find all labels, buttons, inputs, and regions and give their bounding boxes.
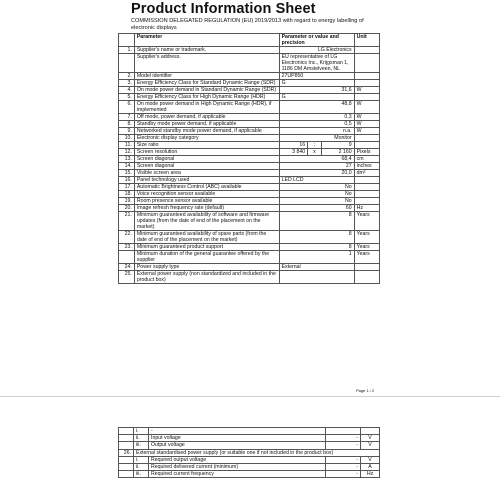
value-cell: 31,6 bbox=[279, 87, 354, 94]
row-number: 5. bbox=[119, 94, 135, 101]
table-row bbox=[119, 94, 380, 101]
row-number: 12. bbox=[119, 149, 135, 156]
table-row bbox=[119, 428, 380, 435]
parameter-cell: Output voltage bbox=[149, 442, 326, 449]
unit-cell: Years bbox=[354, 231, 379, 244]
unit-cell: V bbox=[361, 456, 380, 463]
value-cell: Monitor bbox=[279, 135, 354, 142]
roman-index: ii. bbox=[134, 464, 149, 471]
roman-index: iii. bbox=[134, 442, 149, 449]
unit-cell: Years bbox=[354, 251, 379, 264]
unit-cell bbox=[354, 191, 379, 198]
power-supply-table bbox=[118, 427, 380, 478]
value-cell: LED LCD bbox=[279, 177, 354, 184]
parameter-cell: Room presence sensor available bbox=[134, 198, 279, 205]
value-cell: 8 bbox=[279, 231, 354, 244]
value-cell: 0,5 bbox=[279, 121, 354, 128]
value-cell: 68,4 bbox=[279, 156, 354, 163]
value-cell: n.a. bbox=[279, 128, 354, 135]
parameter-cell: Panel technology used bbox=[134, 177, 279, 184]
resolution-a: 3 840 bbox=[279, 149, 308, 156]
row-number: 3. bbox=[119, 80, 135, 87]
value-cell: No bbox=[279, 198, 354, 205]
parameter-cell: Required output voltage bbox=[149, 456, 326, 463]
row-number bbox=[119, 428, 134, 435]
table-row bbox=[119, 128, 380, 135]
parameter-cell: Power supply type bbox=[134, 264, 279, 271]
parameter-cell: Input voltage bbox=[149, 435, 326, 442]
value-cell: 8 bbox=[279, 244, 354, 251]
row-number: 22. bbox=[119, 231, 135, 244]
parameter-cell: Minimum guaranteed availability of software and firmware updates (from the date of end of the placement on the market) bbox=[134, 212, 279, 231]
unit-cell bbox=[354, 54, 379, 73]
row-number: 21. bbox=[119, 212, 135, 231]
value-cell bbox=[279, 271, 354, 284]
value-cell: - bbox=[326, 456, 361, 463]
page-separator bbox=[0, 396, 500, 397]
value-cell: - bbox=[326, 464, 361, 471]
table-row bbox=[119, 114, 380, 121]
unit-cell: W bbox=[354, 128, 379, 135]
row-number: 15. bbox=[119, 170, 135, 177]
value-cell: G bbox=[279, 94, 354, 101]
unit-cell bbox=[354, 80, 379, 87]
parameter-cell: Electronic display category bbox=[134, 135, 279, 142]
row-number: 8. bbox=[119, 121, 135, 128]
resolution-b: 2 160 bbox=[321, 149, 354, 156]
product-info-body bbox=[119, 47, 380, 284]
table-row bbox=[119, 80, 380, 87]
unit-cell: V bbox=[361, 435, 380, 442]
row-number: 20. bbox=[119, 205, 135, 212]
parameter-cell: Size ratio bbox=[134, 142, 279, 149]
header-number bbox=[119, 34, 135, 47]
row-number: 16. bbox=[119, 177, 135, 184]
table-row bbox=[119, 191, 380, 198]
unit-cell: Hz bbox=[354, 205, 379, 212]
header-unit: Unit bbox=[354, 34, 379, 47]
parameter-cell: On mode power demand in Standard Dynamic Range (SDR) bbox=[134, 87, 279, 94]
parameter-cell: Model identifier bbox=[134, 73, 279, 80]
roman-index: ii. bbox=[134, 435, 149, 442]
parameter-cell: Supplier's address. bbox=[134, 54, 279, 73]
table-row bbox=[119, 101, 380, 114]
row-number: 1. bbox=[119, 47, 135, 54]
row-number bbox=[119, 464, 134, 471]
row-number: 18. bbox=[119, 191, 135, 198]
value-cell: 27 bbox=[279, 163, 354, 170]
table-row bbox=[119, 142, 380, 149]
parameter-cell: Standby mode power demand, if applicable bbox=[134, 121, 279, 128]
unit-cell: Hz bbox=[361, 471, 380, 478]
value-cell: - bbox=[326, 442, 361, 449]
parameter-cell: Screen diagonal bbox=[134, 156, 279, 163]
parameter-cell: Screen diagonal bbox=[134, 163, 279, 170]
table-row bbox=[119, 73, 380, 80]
table-row bbox=[119, 163, 380, 170]
unit-cell: inches bbox=[354, 163, 379, 170]
table-row bbox=[119, 177, 380, 184]
table-row bbox=[119, 87, 380, 94]
value-cell: External bbox=[279, 264, 354, 271]
size-ratio-sep: : bbox=[308, 142, 322, 149]
document-title: Product Information Sheet bbox=[131, 1, 316, 17]
header-parameter: Parameter bbox=[134, 34, 279, 47]
unit-cell bbox=[354, 264, 379, 271]
value-cell: 60 bbox=[279, 205, 354, 212]
unit-cell: W bbox=[354, 114, 379, 121]
table-row bbox=[119, 205, 380, 212]
unit-cell: A bbox=[361, 464, 380, 471]
unit-cell bbox=[354, 177, 379, 184]
table-row bbox=[119, 464, 380, 471]
unit-cell bbox=[354, 47, 379, 54]
parameter-cell: On mode power demand in High Dynamic Range (HDR), if implemented bbox=[134, 101, 279, 114]
unit-cell: cm bbox=[354, 156, 379, 163]
parameter-cell: Minimum guaranteed product support bbox=[134, 244, 279, 251]
table-row bbox=[119, 212, 380, 231]
roman-index: iii. bbox=[134, 471, 149, 478]
row-number: 2. bbox=[119, 73, 135, 80]
row-number: 11. bbox=[119, 142, 135, 149]
row-number: 17. bbox=[119, 184, 135, 191]
size-ratio-b: 9 bbox=[321, 142, 354, 149]
row-number: 4. bbox=[119, 87, 135, 94]
value-cell: No bbox=[279, 184, 354, 191]
table-row bbox=[119, 54, 380, 73]
table-row bbox=[119, 47, 380, 54]
value-cell: 1 bbox=[279, 251, 354, 264]
parameter-cell: Off mode, power demand, if applicable bbox=[134, 114, 279, 121]
row-number: 25. bbox=[119, 271, 135, 284]
unit-cell: dm² bbox=[354, 170, 379, 177]
unit-cell bbox=[354, 142, 379, 149]
row-number: 24. bbox=[119, 264, 135, 271]
row-number bbox=[119, 471, 134, 478]
value-cell: 0,3 bbox=[279, 114, 354, 121]
table-row bbox=[119, 156, 380, 163]
value-cell bbox=[326, 428, 361, 435]
parameter-cell: External power supply (non standardized and included in the product box) bbox=[134, 271, 279, 284]
value-cell: No bbox=[279, 191, 354, 198]
unit-cell: Years bbox=[354, 212, 379, 231]
power-supply-body bbox=[119, 428, 380, 478]
parameter-cell: Screen resolution bbox=[134, 149, 279, 156]
table-header-row bbox=[119, 34, 380, 47]
unit-cell bbox=[354, 73, 379, 80]
parameter-cell: - bbox=[149, 428, 326, 435]
parameter-cell: Image refresh frequency rate (default) bbox=[134, 205, 279, 212]
table-row bbox=[119, 442, 380, 449]
table-row bbox=[119, 135, 380, 142]
table-row bbox=[119, 449, 380, 456]
table-row bbox=[119, 184, 380, 191]
row-number: 7. bbox=[119, 114, 135, 121]
unit-cell bbox=[354, 198, 379, 205]
value-cell: EU representative of LG Electronics Inc., Krijgsman 1, 1186 DM Amstelveen, NL bbox=[279, 54, 354, 73]
unit-cell: W bbox=[354, 121, 379, 128]
table-row bbox=[119, 456, 380, 463]
regulation-subtitle: COMMISSION DELEGATED REGULATION (EU) 2019/2013 with regard to energy labelling of electronic displays bbox=[131, 18, 364, 31]
parameter-cell: Visible screen area bbox=[134, 170, 279, 177]
row-number bbox=[119, 435, 134, 442]
unit-cell bbox=[354, 271, 379, 284]
row-number bbox=[119, 54, 135, 73]
value-cell: 48,8 bbox=[279, 101, 354, 114]
unit-cell: W bbox=[354, 87, 379, 94]
table-row bbox=[119, 121, 380, 128]
roman-index: i. bbox=[134, 428, 149, 435]
value-cell: 27UP850 bbox=[279, 73, 354, 80]
unit-cell: Pixels bbox=[354, 149, 379, 156]
row-number: 26. bbox=[119, 449, 134, 456]
table-row bbox=[119, 244, 380, 251]
row-number: 6. bbox=[119, 101, 135, 114]
row-number: 13. bbox=[119, 156, 135, 163]
row-number: 9. bbox=[119, 128, 135, 135]
table-row bbox=[119, 170, 380, 177]
size-ratio-a: 16 bbox=[279, 142, 308, 149]
parameter-cell: Required current frequency bbox=[149, 471, 326, 478]
row-number: 14. bbox=[119, 163, 135, 170]
roman-index: i. bbox=[134, 456, 149, 463]
unit-cell: Years bbox=[354, 244, 379, 251]
parameter-cell: Supplier's name or trademark. bbox=[134, 47, 279, 54]
parameter-cell: Energy Efficiency Class for Standard Dynamic Range (SDR) bbox=[134, 80, 279, 87]
parameter-cell: Energy Efficiency Class for High Dynamic Range (HDR) bbox=[134, 94, 279, 101]
table-row bbox=[119, 264, 380, 271]
parameter-cell: Required delivered current (minimum) bbox=[149, 464, 326, 471]
table-row bbox=[119, 198, 380, 205]
unit-cell bbox=[354, 94, 379, 101]
row-number bbox=[119, 251, 135, 264]
parameter-cell: Voice recognition sensor available bbox=[134, 191, 279, 198]
unit-cell bbox=[354, 184, 379, 191]
table-row bbox=[119, 271, 380, 284]
unit-cell: W bbox=[354, 101, 379, 114]
value-cell: 20,0 bbox=[279, 170, 354, 177]
table-row bbox=[119, 435, 380, 442]
product-info-table bbox=[118, 33, 380, 284]
value-cell: LG Electronics bbox=[279, 47, 354, 54]
unit-cell bbox=[361, 428, 380, 435]
parameter-cell: External standardised power supply (or suitable one if not included in the product box) bbox=[134, 449, 380, 456]
row-number bbox=[119, 456, 134, 463]
parameter-cell: Networked standby mode power demand, if applicable bbox=[134, 128, 279, 135]
value-cell: 8 bbox=[279, 212, 354, 231]
row-number: 23. bbox=[119, 244, 135, 251]
unit-cell: V bbox=[361, 442, 380, 449]
page-number: Page 1 / 2 bbox=[356, 388, 375, 393]
row-number: 19. bbox=[119, 198, 135, 205]
header-value: Parameter or value and precision bbox=[279, 34, 354, 47]
parameter-cell: Minimum guaranteed availability of spare parts (from the date of end of the placement on the market) bbox=[134, 231, 279, 244]
table-row bbox=[119, 251, 380, 264]
row-number bbox=[119, 442, 134, 449]
table-row bbox=[119, 471, 380, 478]
value-cell: - bbox=[326, 471, 361, 478]
value-cell: - bbox=[326, 435, 361, 442]
value-cell: G bbox=[279, 80, 354, 87]
resolution-sep: x bbox=[308, 149, 322, 156]
table-row bbox=[119, 149, 380, 156]
row-number: 10. bbox=[119, 135, 135, 142]
parameter-cell: Minimum duration of the general guarantee offered by the supplier bbox=[134, 251, 279, 264]
table-row bbox=[119, 231, 380, 244]
unit-cell bbox=[354, 135, 379, 142]
parameter-cell: Automatic Brightness Control (ABC) available bbox=[134, 184, 279, 191]
